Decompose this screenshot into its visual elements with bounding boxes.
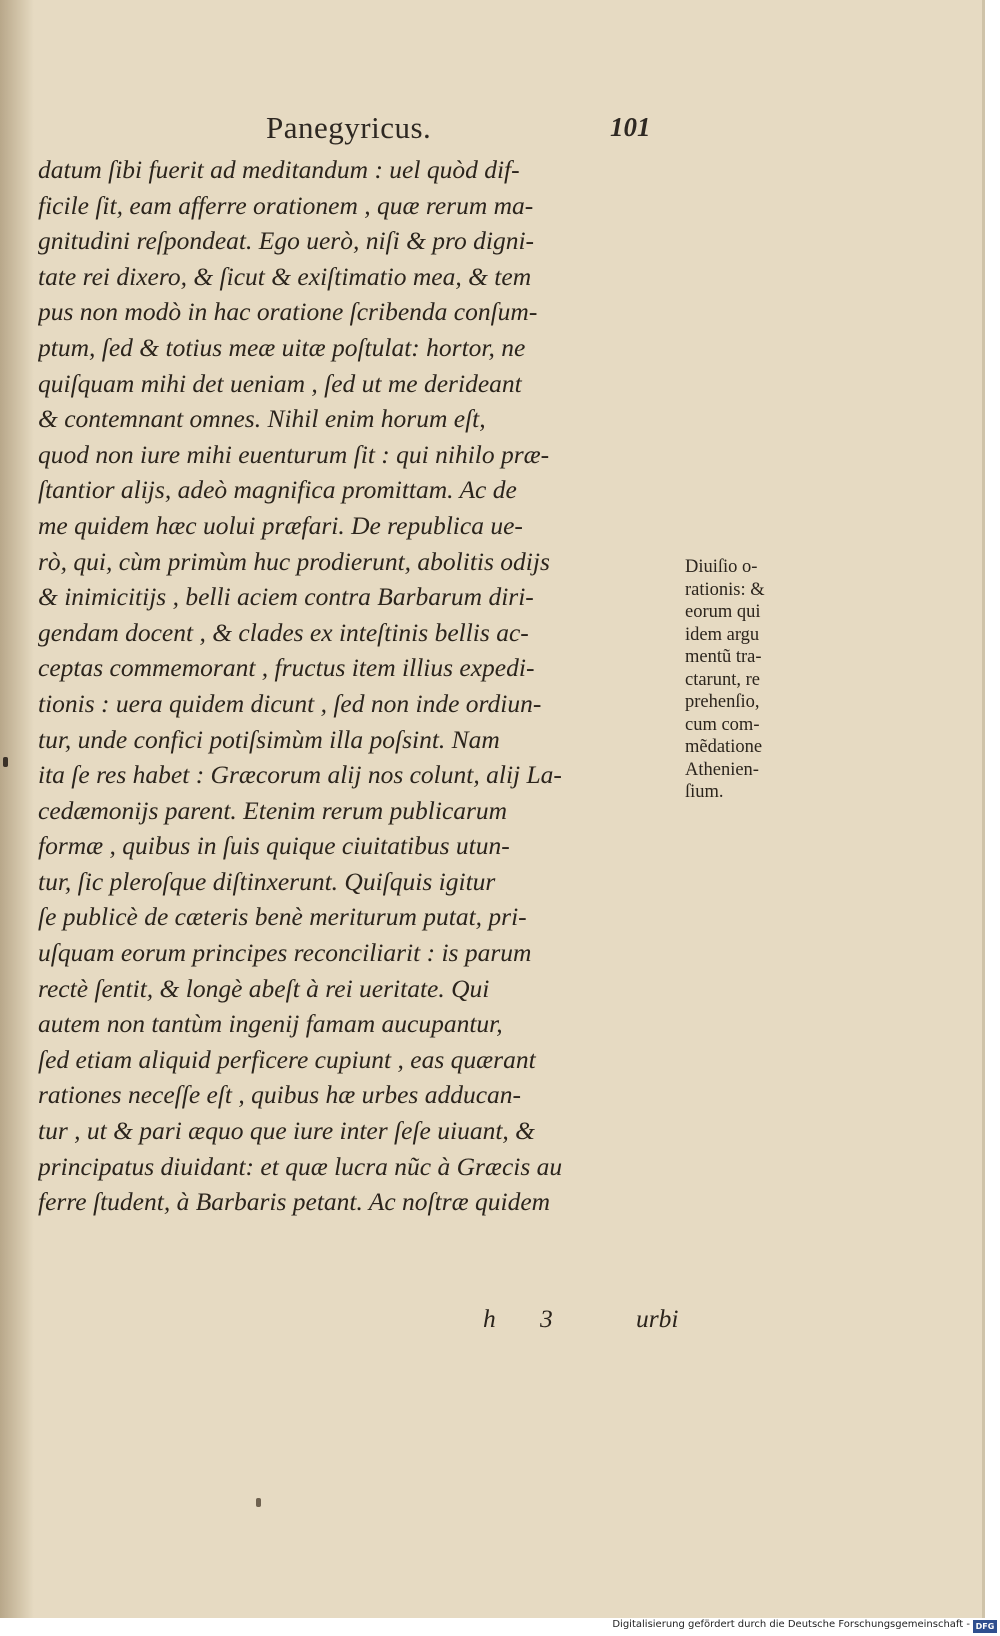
text-line: me quidem hæc uolui præfari. De republica ue- [38, 510, 523, 540]
text-line: ptum, ſed & totius meæ uitæ poſtulat: hortor, ne [38, 332, 526, 362]
text-line: & inimicitijs , belli aciem contra Barbarum diri- [38, 582, 534, 612]
text-line: cedæmonijs parent. Etenim rerum publicarum [38, 795, 508, 825]
edge-ink-mark [3, 757, 8, 767]
text-line: rationes neceſſe eſt , quibus hæ urbes adducan- [38, 1080, 522, 1110]
text-line: gendam docent , & clades ex inteſtinis bellis ac- [38, 617, 529, 647]
dfg-logo: DFG [973, 1620, 997, 1633]
text-line: & contemnant omnes. Nihil enim horum eſt, [38, 404, 486, 434]
digitization-footer [0, 1618, 1000, 1636]
signature-line [0, 1304, 985, 1344]
text-line: quiſquam mihi det ueniam , ſed ut me derideant [38, 368, 522, 398]
margin-note-line: mẽdatione [685, 737, 763, 757]
text-line: ſed etiam aliquid perficere cupiunt , eas quærant [38, 1044, 536, 1074]
text-line: formæ , quibus in ſuis quique ciuitatibus utun- [38, 831, 510, 861]
text-line: uſquam eorum principes reconciliarit : is parum [38, 938, 532, 968]
text-line: tur, unde confici potiſsimùm illa poſsint. Nam [38, 724, 500, 754]
text-line: quod non iure mihi euenturum ſit : qui nihilo præ- [38, 439, 550, 469]
text-line: tur, ſic pleroſque diſtinxerunt. Quiſquis igitur [38, 866, 496, 896]
margin-note-line: idem argu [685, 624, 760, 645]
margin-note-line: ſium. [685, 782, 724, 802]
page-number: 101 [610, 112, 651, 142]
text-line: principatus diuidant: et quæ lucra nũc à Græcis au [38, 1151, 563, 1181]
margin-note-line: cum com- [685, 714, 760, 735]
text-line: ſe publicè de cæteris benè meriturum putat, pri- [38, 902, 527, 932]
signature-letter: h [483, 1304, 496, 1333]
signature-number: 3 [540, 1304, 553, 1333]
text-line: rectè ſentit, & longè abeſt à rei ueritate. Qui [38, 973, 490, 1003]
catchword: urbi [636, 1304, 679, 1333]
text-line: ferre ſtudent, à Barbaris petant. Ac noſtræ quidem [38, 1187, 551, 1217]
running-head-title: Panegyricus. [266, 110, 432, 145]
text-line: tate rei dixero, & ſicut & exiſtimatio mea, & tem [38, 261, 532, 291]
text-line: ſtantior alijs, adeò magnifica promittam. Ac de [38, 475, 517, 505]
page-edge-shadow [0, 0, 34, 1618]
footer-credit: Digitalisierung gefördert durch die Deutsche Forschungsgemeinschaft - [612, 1619, 970, 1630]
margin-note-line: mentũ tra- [685, 647, 762, 667]
text-line: tur , ut & pari æquo que iure inter ſeſe uiuant, & [38, 1116, 535, 1146]
text-line: tionis : uera quidem dicunt , ſed non inde ordiun- [38, 688, 542, 718]
text-line: pus non modò in hac oratione ſcribenda conſum- [38, 297, 538, 327]
margin-note-line: prehenſio, [685, 692, 760, 712]
main-text-block [38, 152, 678, 1220]
text-line: ita ſe res habet : Græcorum alij nos colunt, alij La- [38, 760, 562, 790]
text-line: rò, qui, cùm primùm huc prodierunt, abolitis odijs [38, 546, 550, 576]
text-line: datum ſibi fuerit ad meditandum : uel quòd dif- [38, 155, 520, 184]
margin-note-line: rationis: & [685, 579, 765, 600]
text-line: ceptas commemorant , fructus item illius expedi- [38, 653, 535, 683]
text-line: autem non tantùm ingenij famam aucupantur, [38, 1009, 503, 1039]
text-line: ficile ſit, eam afferre orationem , quæ rerum ma- [38, 190, 534, 220]
ink-spot [256, 1498, 261, 1507]
margin-note-line: eorum qui [685, 602, 761, 622]
margin-note-line: ctarunt, re [685, 669, 760, 690]
marginal-note [685, 556, 805, 804]
margin-note-line: Diuiſio o- [685, 557, 758, 577]
margin-note-line: Athenien- [685, 759, 759, 780]
text-line: gnitudini reſpondeat. Ego uerò, niſi & pro digni- [38, 226, 535, 256]
